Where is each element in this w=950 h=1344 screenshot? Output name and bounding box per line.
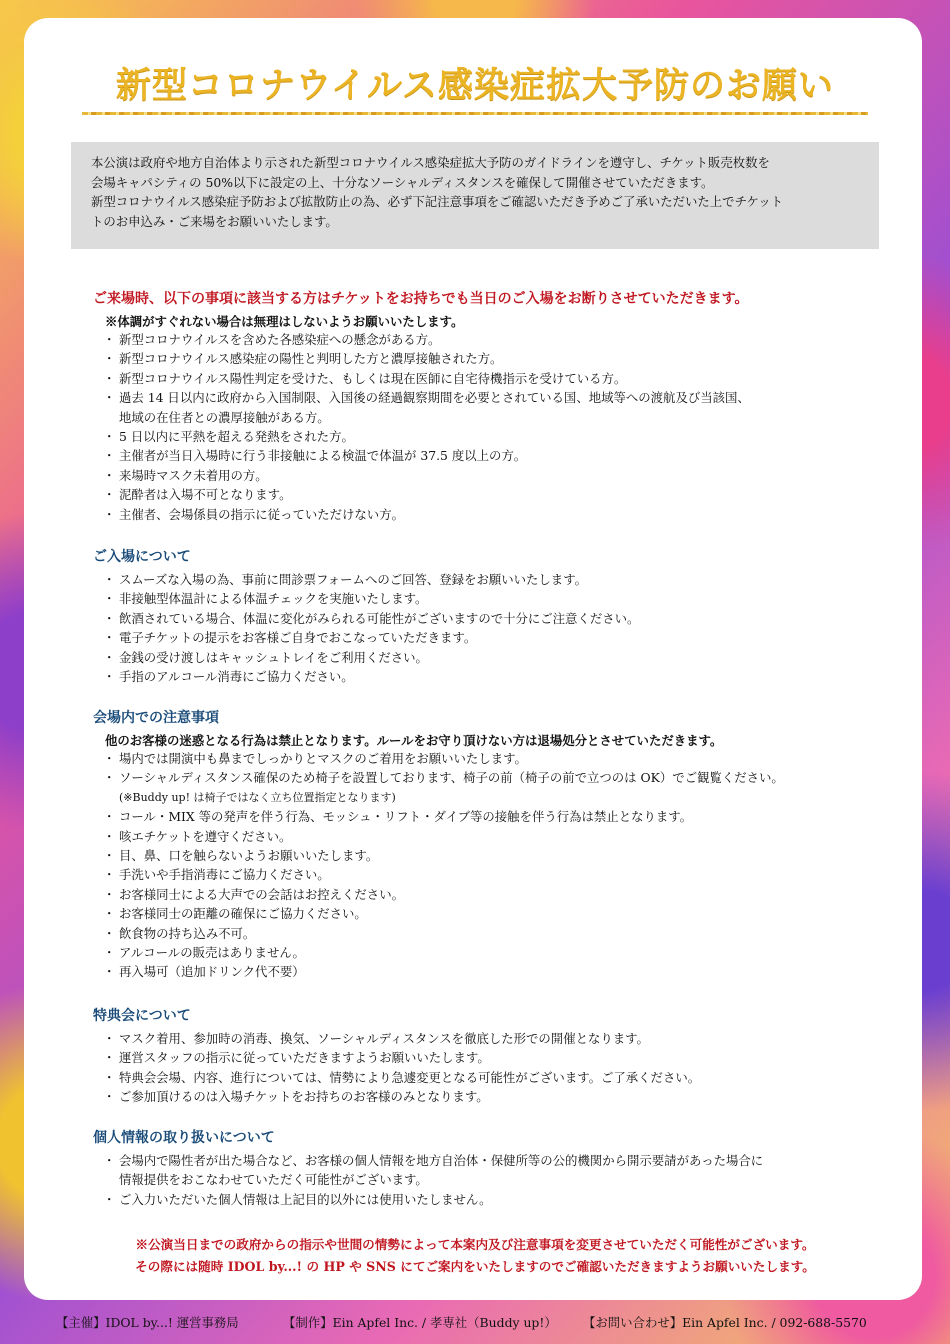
list-item: ・ 手指のアルコール消毒にご協力ください。 [93,667,639,686]
closing-note [0,1234,950,1278]
list-item: ・ 泥酔者は入場不可となります。 [93,485,750,504]
intro-line: 本公演は政府や地方自治体より示された新型コロナウイルス感染症拡大予防のガイドラインを遵守し、チケット販売枚数を [91,155,770,170]
list-item: ・ 飲酒されている場合、体温に変化がみられる可能性がございますので十分にご注意ください。 [93,609,639,628]
title-underline [82,112,868,115]
benefit-section [93,1005,700,1107]
list-item: ・ ソーシャルディスタンス確保のため椅子を設置しております、椅子の前（椅子の前で立つのは OK）でご観覧ください。 [93,768,784,787]
privacy-list [93,1151,763,1209]
venue-subnote: 他のお客様の迷惑となる行為は禁止となります。ルールをお守り頂けない方は退場処分とさせていただきます。 [105,733,723,748]
list-item: ・ 主催者、会場係員の指示に従っていただけない方。 [93,505,750,524]
list-item: ・ 運営スタッフの指示に従っていただきますようお願いいたします。 [93,1048,700,1067]
list-item: ・ 電子チケットの提示をお客様ご自身でおこなっていただきます。 [93,628,639,647]
list-item: ・ コール・MIX 等の発声を伴う行為、モッシュ・リフト・ダイブ等の接触を伴う行為は禁止となります。 [93,807,784,826]
list-item: ・ 主催者が当日入場時に行う非接触による検温で体温が 37.5 度以上の方。 [93,446,750,465]
page-title: 新型コロナウイルス感染症拡大予防のお願い [116,66,834,106]
list-item: ・ 金銭の受け渡しはキャッシュトレイをご利用ください。 [93,648,639,667]
list-item: ・ ご入力いただいた個人情報は上記目的以外には使用いたしません。 [93,1190,763,1209]
list-item: ・ 会場内で陽性者が出た場合など、お客様の個人情報を地方自治体・保健所等の公的機関から開示要請があった場合に [93,1151,763,1170]
privacy-heading: 個人情報の取り扱いについて [93,1130,275,1146]
credit-contact: 【お問い合わせ】Ein Apfel Inc. / 092-688-5570 [583,1315,867,1330]
list-item: ・ 特典会会場、内容、進行については、情勢により急遽変更となる可能性がございます。ご了承ください。 [93,1068,700,1087]
list-item: ・ 新型コロナウイルス陽性判定を受けた、もしくは現在医師に自宅待機指示を受けている方。 [93,369,750,388]
venue-list [93,749,784,982]
refusal-list [93,330,750,524]
list-item: ・ 目、鼻、口を触らないようお願いいたします。 [93,846,784,865]
venue-heading: 会場内での注意事項 [93,710,219,726]
intro-box [71,142,879,249]
list-item-continuation: 情報提供をおこなわせていただく可能性がございます。 [119,1172,428,1188]
list-item: ・ マスク着用、参加時の消毒、換気、ソーシャルディスタンスを徹底した形での開催となります。 [93,1029,700,1048]
list-item: ・ 咳エチケットを遵守ください。 [93,827,784,846]
refusal-section [93,288,750,524]
list-item: ・ 場内では開演中も鼻までしっかりとマスクのご着用をお願いいたします。 [93,749,784,768]
list-item: ・ 来場時マスク未着用の方。 [93,466,750,485]
closing-line: その際には随時 IDOL by...! の HP や SNS にてご案内をいたしますのでご確認いただきますようお願いいたします。 [135,1259,815,1274]
list-item: ・ スムーズな入場の為、事前に問診票フォームへのご回答、登録をお願いいたします。 [93,570,639,589]
privacy-section [93,1127,763,1209]
entry-heading: ご入場について [93,549,191,565]
list-item: ・ 非接触型体温計による体温チェックを実施いたします。 [93,589,639,608]
benefit-list [93,1029,700,1107]
list-item: ・ 飲食物の持ち込み不可。 [93,924,784,943]
list-item: ・ 手洗いや手指消毒にご協力ください。 [93,865,784,884]
list-item: ・ 再入場可（追加ドリンク代不要） [93,962,784,981]
list-item: ・ アルコールの販売はありません。 [93,943,784,962]
refusal-subnote: ※体調がすぐれない場合は無理はしないようお願いいたします。 [105,314,464,329]
venue-section [93,707,784,982]
credit-organizer: 【主催】IDOL by...! 運営事務局 [56,1315,239,1330]
list-item: ・ 新型コロナウイルス感染症の陽性と判明した方と濃厚接触された方。 [93,349,750,368]
list-item: ・ 過去 14 日以内に政府から入国制限、入国後の経過観察期間を必要とされている国、地域等への渡航及び当該国、 [93,388,750,407]
list-item: ・ 新型コロナウイルスを含めた各感染症への懸念がある方。 [93,330,750,349]
refusal-heading: ご来場時、以下の事項に該当する方はチケットをお持ちでも当日のご入場をお断りさせていただきます。 [93,291,749,307]
list-item-continuation: 地域の在住者との濃厚接触がある方。 [119,409,330,425]
intro-line: 新型コロナウイルス感染症予防および拡散防止の為、必ず下記注意事項をご確認いただき予めご了承いただいた上でチケット [91,194,784,209]
intro-line: 会場キャパシティの 50%以下に設定の上、十分なソーシャルディスタンスを確保して開催させていただきます。 [91,174,714,190]
list-item: ・ 5 日以内に平熱を超える発熱をされた方。 [93,427,750,446]
credit-production: 【制作】Ein Apfel Inc. / 孝専社（Buddy up!） [283,1315,557,1330]
intro-line: トのお申込み・ご来場をお願いいたします。 [91,213,338,229]
venue-note: (※Buddy up! は椅子ではなく立ち位置指定となります) [119,790,396,804]
entry-section [93,546,639,686]
list-item: ・ ご参加頂けるのは入場チケットをお持ちのお客様のみとなります。 [93,1087,700,1106]
entry-list [93,570,639,686]
list-item: ・ お客様同士による大声での会話はお控えください。 [93,885,784,904]
benefit-heading: 特典会について [93,1008,191,1024]
closing-line: ※公演当日までの政府からの指示や世間の情勢によって本案内及び注意事項を変更させていただく可能性がございます。 [135,1237,815,1252]
list-item: ・ お客様同士の距離の確保にご協力ください。 [93,904,784,923]
